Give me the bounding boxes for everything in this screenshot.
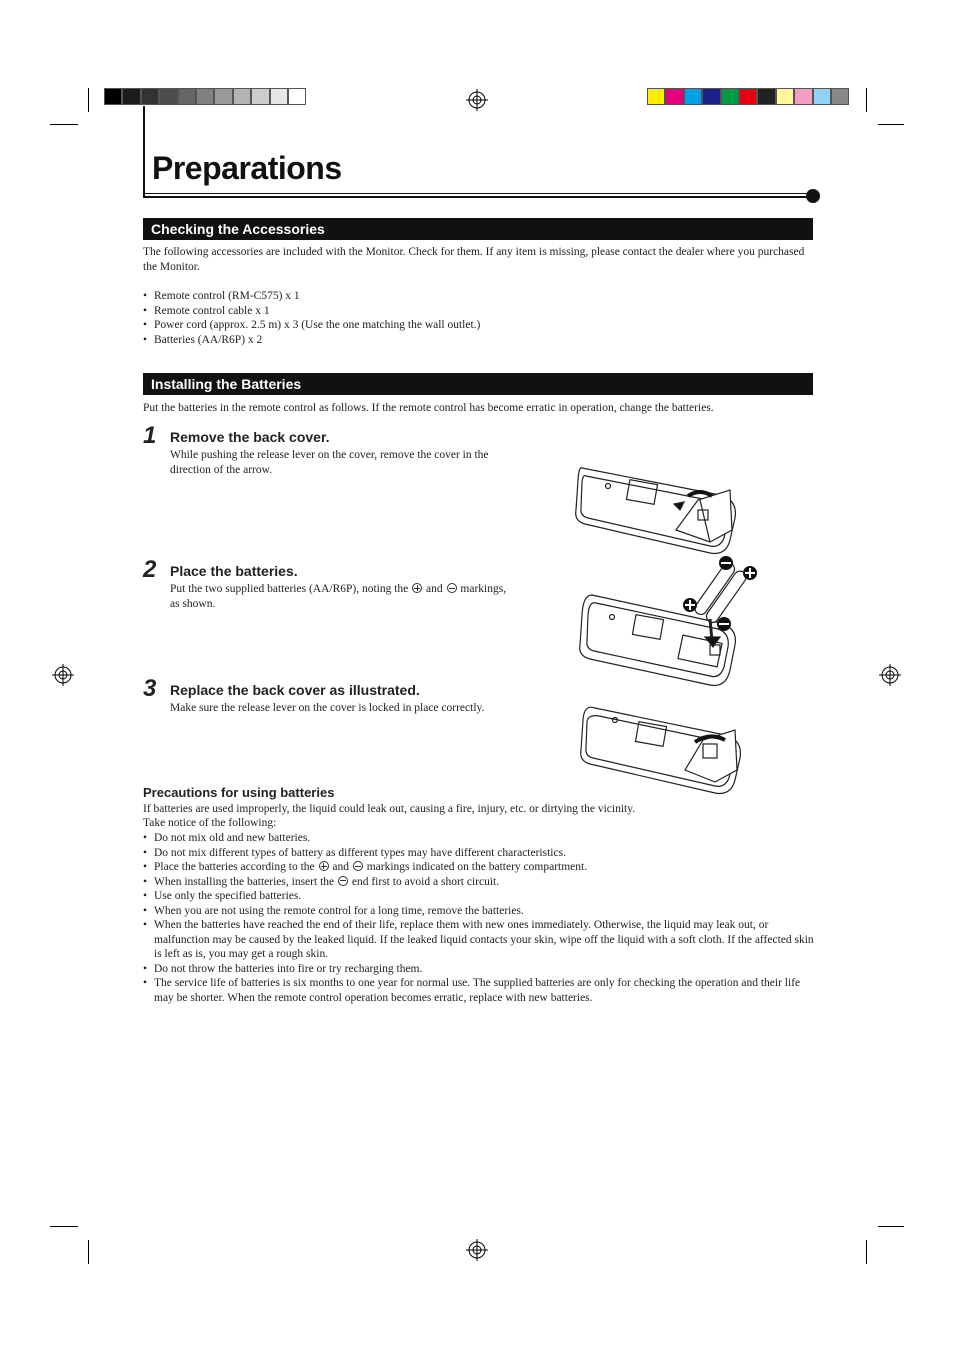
registration-mark-icon [466,89,488,111]
precautions-intro: If batteries are used improperly, the liquid could leak out, causing a fire, injury, etc. or dirtying the vicinity. [143,803,636,815]
list-item: • Batteries (AA/R6P) x 2 [143,333,815,348]
title-rule [143,196,813,198]
crop-mark [866,1240,867,1264]
color-swatch [288,88,306,105]
color-swatch [684,88,702,105]
registration-mark-icon [879,664,901,686]
step-title: Place the batteries. [170,563,298,579]
list-item: • The service life of batteries is six months to one year for normal use. The supplied batteries are only for checking the operation and their life may be shorter. When the remote control operation becomes erratic, replace with new batteries. [143,976,815,1005]
color-swatch [251,88,269,105]
minus-symbol-icon [338,876,348,886]
list-item: • Place the batteries according to the and markings indicated on the battery compartment. [143,860,815,875]
registration-mark-icon [52,664,74,686]
color-swatch [739,88,757,105]
remote-cover-replacement-illustration [575,700,750,800]
color-swatch [757,88,775,105]
list-item: • Remote control (RM-C575) x 1 [143,289,815,304]
battery-placement-illustration [570,555,760,695]
list-item: • Power cord (approx. 2.5 m) x 3 (Use the one matching the wall outlet.) [143,318,815,333]
step-text: While pushing the release lever on the cover, remove the cover in the direction of the arrow. [170,449,489,476]
accessories-list [143,289,815,347]
color-swatch [831,88,849,105]
minus-symbol-icon [447,583,457,593]
color-swatch [214,88,232,105]
minus-symbol-icon [353,861,363,871]
title-vertical-rule [143,106,145,198]
color-swatch [178,88,196,105]
color-swatch [647,88,665,105]
step-title: Remove the back cover. [170,429,330,445]
precautions-list [143,831,815,1005]
list-item: • When you are not using the remote control for a long time, remove the batteries. [143,904,815,919]
list-item: • Do not throw the batteries into fire or try recharging them. [143,962,815,977]
step-number: 1 [143,422,157,449]
color-swatch [794,88,812,105]
color-swatch [721,88,739,105]
accessories-intro: The following accessories are included with the Monitor. Check for them. If any item is missing, please contact the dealer where you purchased the Monitor. [143,246,805,273]
crop-mark [50,124,78,125]
color-swatch [233,88,251,105]
precautions-heading: Precautions for using batteries [143,785,335,800]
color-swatch [813,88,831,105]
plus-symbol-icon [319,861,329,871]
list-item: • Remote control cable x 1 [143,304,815,319]
list-item: • When installing the batteries, insert the end first to avoid a short circuit. [143,875,815,890]
color-swatch [702,88,720,105]
crop-mark [866,88,867,112]
color-swatch [141,88,159,105]
color-swatch [196,88,214,105]
batteries-intro: Put the batteries in the remote control as follows. If the remote control has become erratic in operation, change the batteries. [143,402,714,414]
step-number: 2 [143,556,157,583]
color-swatch [270,88,288,105]
color-swatch [665,88,683,105]
step-number: 3 [143,675,157,702]
registration-mark-icon [466,1239,488,1261]
list-item: • Do not mix different types of battery as different types may have different characteristics. [143,846,815,861]
list-item: • Use only the specified batteries. [143,889,815,904]
color-swatch [104,88,122,105]
title-rule [143,193,813,194]
page-title: Preparations [152,150,342,186]
plus-symbol-icon [412,583,422,593]
crop-mark [88,1240,89,1264]
title-rule-dot [806,189,820,203]
color-swatch [776,88,794,105]
color-swatch [159,88,177,105]
precautions-intro: Take notice of the following: [143,817,277,829]
section-heading-batteries: Installing the Batteries [143,373,813,395]
section-heading-accessories: Checking the Accessories [143,218,813,240]
list-item: • Do not mix old and new batteries. [143,831,815,846]
color-swatch [122,88,140,105]
step-text: Make sure the release lever on the cover is locked in place correctly. [170,702,485,714]
step-title: Replace the back cover as illustrated. [170,682,420,698]
crop-mark [878,1226,904,1227]
list-item: • When the batteries have reached the end of their life, replace them with new ones immediately. Otherwise, the liquid may leak out, or malfunction may be caused by the leaked liquid. If the leaked liquid contacts your skin, wipe off the liquid with a soft cloth. If the affected skin is left as is, you may get a rough skin. [143,918,815,962]
crop-mark [878,124,904,125]
crop-mark [50,1226,78,1227]
crop-mark [88,88,89,112]
remote-cover-removal-illustration [570,460,745,560]
step-text: Put the two supplied batteries (AA/R6P), noting the and markings, as shown. [170,583,507,610]
